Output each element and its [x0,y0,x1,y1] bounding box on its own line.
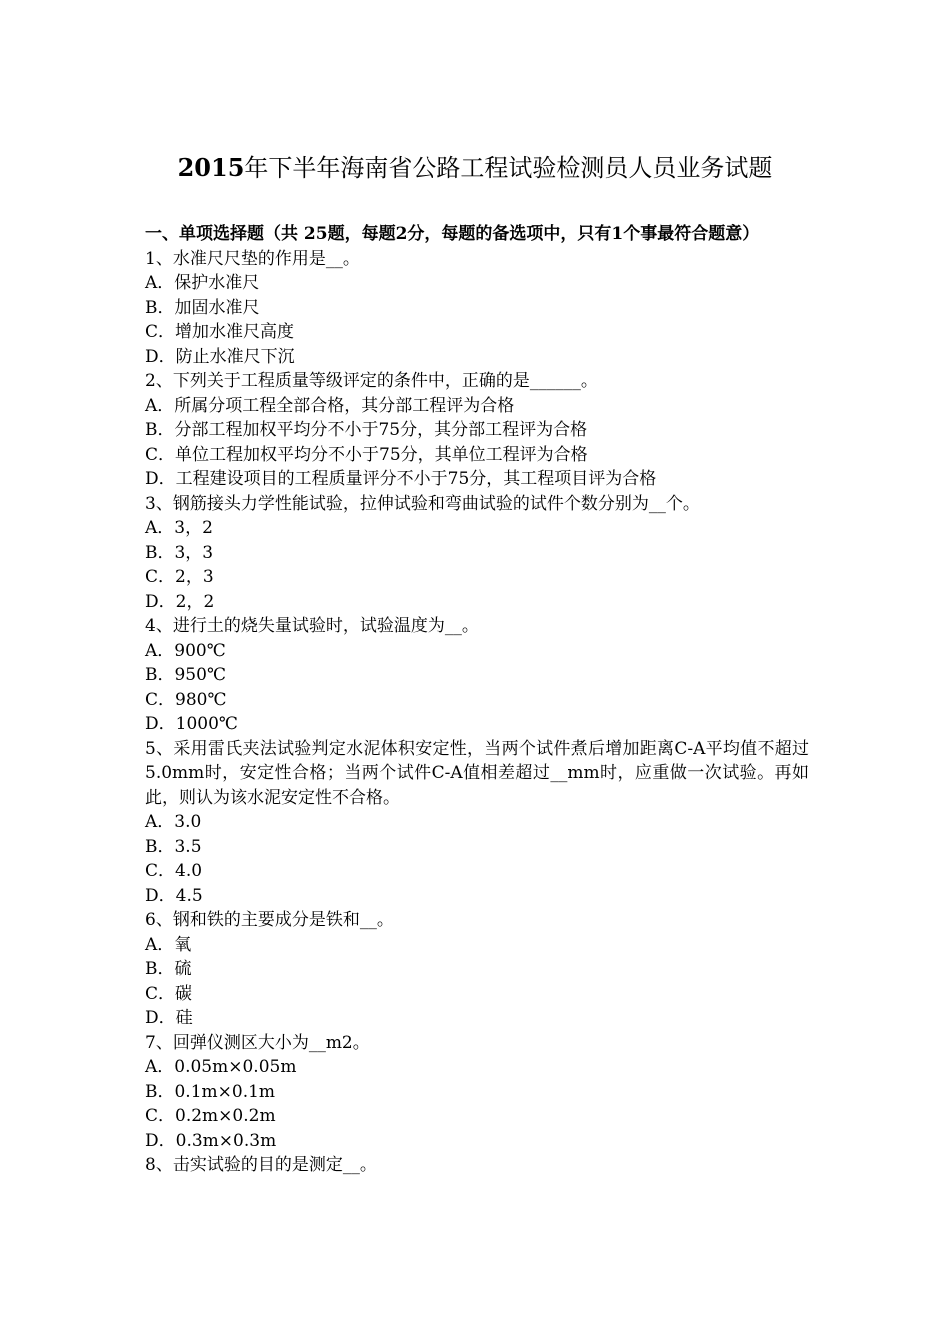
section-heading: 一、单项选择题（共 25题，每题2分，每题的备选项中，只有1个事最符合题意） [145,224,760,244]
question-5-option-c: C．4.0 [145,861,203,881]
question-7-option-b: B．0.1m×0.1m [145,1081,276,1102]
question-6-option-d: D．硅 [145,1008,193,1028]
question-4-option-a: A．900℃ [145,640,226,661]
document-body [145,222,809,1178]
question-5-stem: 5、采用雷氏夹法试验判定水泥体积安定性，当两个试件煮后增加距离C-A平均值不超过5.0mm时，安定性合格；当两个试件C-A值相差超过__mm时，应重做一次试验。再如此，则认为该水泥安定性不合格。 [145,738,809,808]
document-title [0,150,950,186]
question-1-option-b: B．加固水准尺 [145,297,260,318]
question-5-option-a: A．3.0 [145,812,202,832]
question-1-stem: 1、水准尺尺垫的作用是__。 [145,248,360,269]
question-7-option-d: D．0.3m×0.3m [145,1130,277,1151]
question-7-option-a: A．0.05m×0.05m [145,1057,297,1077]
question-4-option-d: D．1000℃ [145,714,238,734]
question-6-option-b: B．硫 [145,959,192,979]
question-3-option-a: A．3，2 [145,518,213,538]
question-1-option-c: C．增加水准尺高度 [145,322,295,342]
question-3-option-b: B．3，3 [145,542,214,563]
question-3-option-c: C．2，3 [145,567,214,587]
question-4-option-c: C．980℃ [145,689,227,710]
question-6-stem: 6、钢和铁的主要成分是铁和__。 [145,910,394,930]
question-8-stem: 8、击实试验的目的是测定__。 [145,1155,377,1175]
question-4-option-b: B．950℃ [145,665,226,685]
question-1-option-a: A．保护水准尺 [145,273,260,293]
title-text: 年下半年海南省公路工程试验检测员人员业务试题 [244,154,773,182]
title-year: 2015 [177,153,245,182]
question-2-option-b: B．分部工程加权平均分不小于75分，其分部工程评为合格 [145,420,588,440]
question-3-option-d: D．2，2 [145,591,215,612]
question-2-stem: 2、下列关于工程质量等级评定的条件中，正确的是______。 [145,371,598,391]
question-5-option-b: B．3.5 [145,836,202,857]
question-4-stem: 4、进行土的烧失量试验时，试验温度为__。 [145,616,479,636]
question-7-option-c: C．0.2m×0.2m [145,1106,276,1126]
question-7-stem: 7、回弹仪测区大小为__m2。 [145,1032,370,1053]
question-2-option-d: D．工程建设项目的工程质量评分不小于75分，其工程项目评为合格 [145,469,657,489]
question-6-option-c: C．碳 [145,983,193,1004]
question-6-option-a: A．氧 [145,934,192,955]
question-5-option-d: D．4.5 [145,885,203,906]
question-1-option-d: D．防止水准尺下沉 [145,346,295,367]
question-2-option-a: A．所属分项工程全部合格，其分部工程评为合格 [145,395,515,416]
question-3-stem: 3、钢筋接头力学性能试验，拉伸试验和弯曲试验的试件个数分别为__个。 [145,493,700,514]
question-2-option-c: C．单位工程加权平均分不小于75分，其单位工程评为合格 [145,444,588,465]
